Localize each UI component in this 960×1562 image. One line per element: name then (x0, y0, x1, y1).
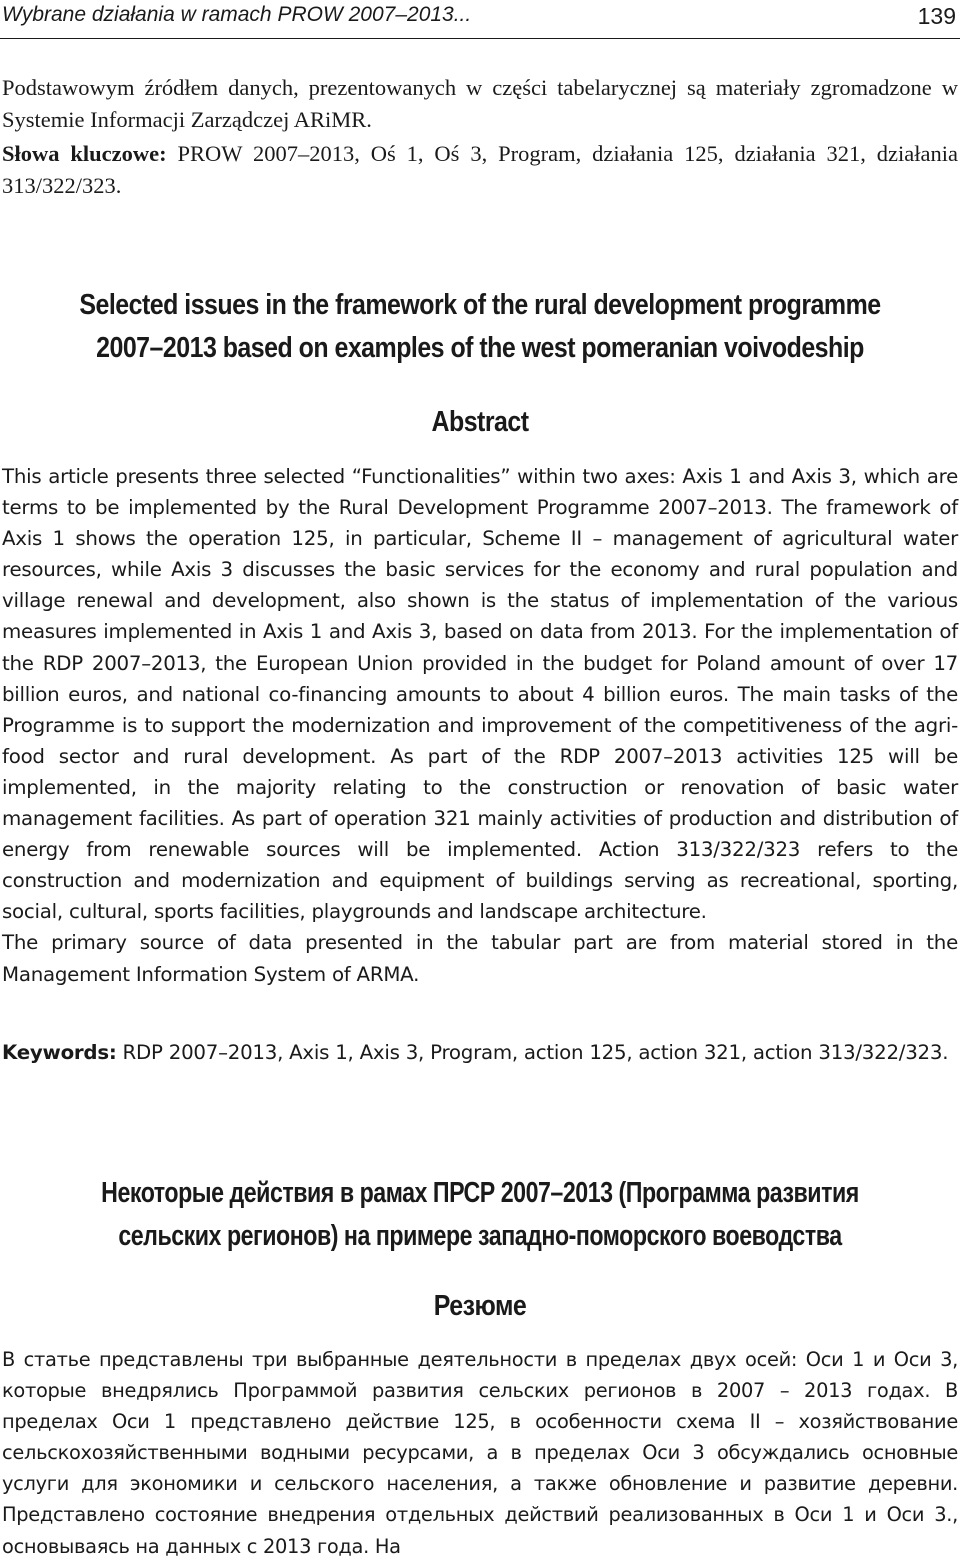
russian-title-line-2: сельских регионов) на примере западно-поморского воеводства (118, 1220, 842, 1252)
english-abstract-heading: Abstract (431, 406, 529, 438)
russian-abstract: В статье представлены три выбранные деятельности в пределах двух осей: Оси 1 и Оси 3, которые внедрялись Программой развития сельских регионов в 2007 – 2013 годах. В пределах Оси 1 представлено действие 125, в особенности схема II – хозяйствование сельскохозяйственными водными ресурсами, а в пределах Оси 3 обсуждались основные услуги для экономики и сельского населения, а также обновление и развитие деревни. Представлено состояние внедрения отдельных действий реализованных в Оси 1 и Оси 3., основываясь на данных с 2013 года. На (2, 1348, 958, 1558)
english-abstract (2, 461, 958, 990)
polish-keywords-label: Słowa kluczowe: (2, 141, 167, 166)
running-header (0, 0, 960, 40)
running-title: Wybrane działania w ramach PROW 2007–2013... (2, 3, 472, 26)
english-keywords-label: Keywords: (2, 1041, 117, 1064)
data-source-paragraph: Podstawowym źródłem danych, prezentowanych w części tabelarycznej są materiały zgromadzone w Systemie Informacji Zarządczej ARiMR. (2, 75, 958, 132)
russian-title (96, 1172, 864, 1258)
english-keywords-text: RDP 2007–2013, Axis 1, Axis 3, Program, action 125, action 321, action 313/322/323. (116, 1041, 949, 1064)
english-abstract-paragraph-2: The primary source of data presented in the tabular part are from material stored in the Management Information System of ARMA. (2, 931, 958, 986)
english-title-line-2: 2007–2013 based on examples of the west pomeranian voivodeship (96, 332, 864, 364)
russian-title-line-1: Некоторые действия в рамах ПРСР 2007–2013 (Программа развития (101, 1177, 859, 1209)
polish-summary-end (2, 72, 958, 201)
english-title-line-1: Selected issues in the framework of the rural development programme (79, 289, 881, 321)
polish-keywords-text: PROW 2007–2013, Oś 1, Oś 3, Program, działania 125, działania 321, działania 313/322/323. (2, 141, 958, 198)
english-title (67, 284, 893, 370)
english-keywords (2, 1037, 958, 1068)
russian-abstract-heading: Резюме (433, 1290, 527, 1322)
polish-keywords (2, 138, 958, 201)
english-abstract-paragraph-1: This article presents three selected “Functionalities” within two axes: Axis 1 and Axis 3, which are terms to be implemented by the Rural Development Programme 2007–2013. The framework of Axis 1 shows the operation 125, in particular, Scheme II – management of agricultural water resources, while Axis 3 discusses the basic services for the economy and rural population and village renewal and development, also shown is the status of implementation of the various measures implemented in Axis 1 and Axis 3, based on data from 2013. For the implementation of the RDP 2007–2013, the European Union provided in the budget for Poland amount of over 17 billion euros, and national co-financing amounts to about 4 billion euros. The main tasks of the Programme is to support the modernization and improvement of the competitiveness of the agri-food sector and rural development. As part of the RDP 2007–2013 activities 125 will be implemented, in the majority relating to the construction or renovation of basic water management facilities. As part of operation 321 mainly activities of production and distribution of energy from renewable sources will be implemented. Action 313/322/323 refers to the construction and modernization and equipment of buildings serving as recreational, sporting, social, cultural, sports facilities, playgrounds and landscape architecture. (2, 465, 958, 924)
header-rule (0, 38, 960, 39)
page-number: 139 (917, 3, 956, 29)
